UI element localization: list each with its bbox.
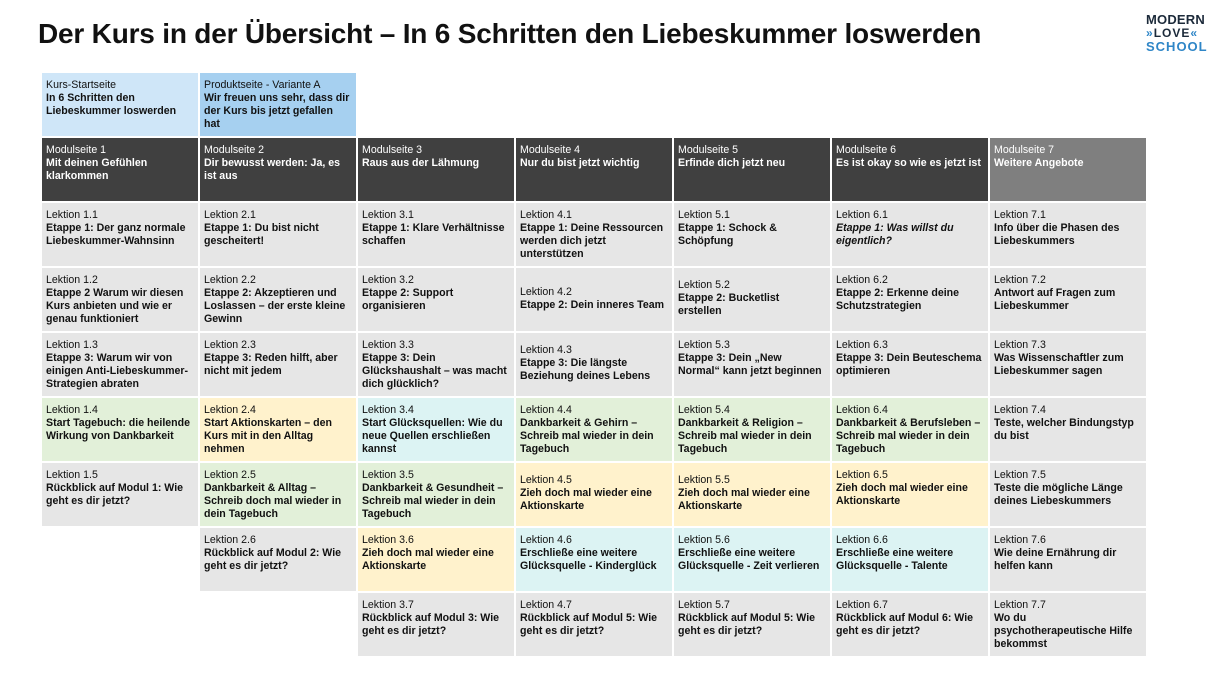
module-header-7-label: Modulseite 7 [994, 144, 1055, 156]
lesson-4-5-label: Lektion 4.5 [520, 474, 572, 486]
lesson-2-5 [200, 463, 356, 526]
lesson-2-3-label: Lektion 2.3 [204, 339, 256, 351]
lesson-3-4 [358, 398, 514, 461]
lesson-3-7 [358, 593, 514, 656]
lesson-6-6-title: Erschließe eine weitere Glücksquelle - Talente [836, 547, 954, 572]
lesson-4-1 [516, 203, 672, 266]
lesson-6-2-label: Lektion 6.2 [836, 274, 888, 286]
produktseite-cell [200, 73, 356, 136]
lesson-5-1-title: Etappe 1: Schock & Schöpfung [678, 222, 777, 247]
lesson-2-6-title: Rückblick auf Modul 2: Wie geht es dir jetzt? [204, 547, 342, 572]
lesson-1-1-title: Etappe 1: Der ganz normale Liebeskummer-Wahnsinn [46, 222, 186, 247]
lesson-5-4-label: Lektion 5.4 [678, 404, 730, 416]
lesson-3-2 [358, 268, 514, 331]
lesson-5-1 [674, 203, 830, 266]
lesson-4-2-label: Lektion 4.2 [520, 285, 572, 298]
lesson-6-6-label: Lektion 6.6 [836, 534, 888, 546]
lesson-3-4-label: Lektion 3.4 [362, 404, 414, 416]
lesson-5-6-label: Lektion 5.6 [678, 534, 730, 546]
lesson-7-4 [990, 398, 1146, 461]
lesson-6-7-title: Rückblick auf Modul 6: Wie geht es dir jetzt? [836, 612, 974, 637]
lesson-6-3 [832, 333, 988, 396]
module-header-6 [832, 138, 988, 201]
lesson-2-1 [200, 203, 356, 266]
page-title: Der Kurs in der Übersicht – In 6 Schritten den Liebeskummer loswerden [38, 18, 982, 49]
lesson-3-7-label: Lektion 3.7 [362, 599, 414, 611]
modern-love-school-logo: MODERN »LOVE« SCHOOL [1146, 12, 1208, 54]
module-header-3 [358, 138, 514, 201]
lesson-7-7 [990, 593, 1146, 656]
lesson-1-4 [42, 398, 198, 461]
lesson-5-2-title: Etappe 2: Bucketlist erstellen [678, 292, 780, 317]
lesson-1-3-title: Etappe 3: Warum wir von einigen Anti-Liebeskummer-Strategien abraten [46, 352, 189, 390]
lesson-2-2-title: Etappe 2: Akzeptieren und Loslassen – der erste kleine Gewinn [204, 287, 346, 325]
lesson-6-4-label: Lektion 6.4 [836, 404, 888, 416]
module-header-7-title: Weitere Angebote [994, 157, 1084, 169]
module-header-3-title: Raus aus der Lähmung [362, 157, 480, 169]
lesson-4-4-label: Lektion 4.4 [520, 404, 572, 416]
lesson-7-3-title: Was Wissenschaftler zum Liebeskummer sagen [994, 352, 1124, 377]
module-header-7 [990, 138, 1146, 201]
lesson-6-3-label: Lektion 6.3 [836, 339, 888, 351]
lesson-2-5-label: Lektion 2.5 [204, 469, 256, 481]
lesson-3-3-label: Lektion 3.3 [362, 339, 414, 351]
lesson-5-5-title: Zieh doch mal wieder eine Aktionskarte [678, 487, 810, 512]
lesson-3-1-title: Etappe 1: Klare Verhältnisse schaffen [362, 222, 505, 247]
lesson-1-5-label: Lektion 1.5 [46, 469, 98, 481]
lesson-1-2-title: Etappe 2 Warum wir diesen Kurs anbieten und wie er genau funktioniert [46, 287, 184, 325]
lesson-2-3-title: Etappe 3: Reden hilft, aber nicht mit jedem [204, 352, 338, 377]
lesson-6-3-title: Etappe 3: Dein Beuteschema optimieren [836, 352, 982, 377]
lesson-4-6-label: Lektion 4.6 [520, 534, 572, 546]
lesson-3-1 [358, 203, 514, 266]
lesson-7-1-title: Info über die Phasen des Liebeskummers [994, 222, 1120, 247]
lesson-2-4-label: Lektion 2.4 [204, 404, 256, 416]
module-header-5 [674, 138, 830, 201]
lesson-1-2-label: Lektion 1.2 [46, 274, 98, 286]
lesson-4-7-label: Lektion 4.7 [520, 599, 572, 611]
lesson-6-1-label: Lektion 6.1 [836, 209, 888, 221]
lesson-6-4 [832, 398, 988, 461]
lesson-4-3 [516, 333, 672, 396]
lesson-6-1 [832, 203, 988, 266]
lesson-6-2-title: Etappe 2: Erkenne deine Schutzstrategien [836, 287, 960, 312]
lesson-1-5-title: Rückblick auf Modul 1: Wie geht es dir jetzt? [46, 482, 184, 507]
lesson-4-2 [516, 268, 672, 331]
kurs-startseite-cell-label: Kurs-Startseite [46, 79, 117, 91]
lesson-1-3-label: Lektion 1.3 [46, 339, 98, 351]
lesson-2-5-title: Dankbarkeit & Alltag – Schreib doch mal wieder in dein Tagebuch [204, 482, 342, 520]
lesson-2-2-label: Lektion 2.2 [204, 274, 256, 286]
lesson-5-2 [674, 268, 830, 331]
lesson-1-3 [42, 333, 198, 396]
module-header-4-title: Nur du bist jetzt wichtig [520, 157, 640, 169]
lesson-2-6-label: Lektion 2.6 [204, 534, 256, 546]
lesson-5-6 [674, 528, 830, 591]
lesson-1-4-title: Start Tagebuch: die heilende Wirkung von Dankbarkeit [46, 417, 191, 442]
lesson-6-7-label: Lektion 6.7 [836, 599, 888, 611]
lesson-3-2-label: Lektion 3.2 [362, 274, 414, 286]
lesson-1-4-label: Lektion 1.4 [46, 404, 98, 416]
lesson-5-5 [674, 463, 830, 526]
lesson-7-4-label: Lektion 7.4 [994, 404, 1046, 416]
lesson-5-1-label: Lektion 5.1 [678, 209, 730, 221]
lesson-4-4-title: Dankbarkeit & Gehirn – Schreib mal wieder in dein Tagebuch [520, 417, 654, 455]
lesson-4-5 [516, 463, 672, 526]
lesson-4-1-title: Etappe 1: Deine Ressourcen werden dich jetzt unterstützen [520, 222, 664, 260]
lesson-2-1-title: Etappe 1: Du bist nicht gescheitert! [204, 222, 319, 247]
lesson-5-7 [674, 593, 830, 656]
lesson-3-6-title: Zieh doch mal wieder eine Aktionskarte [362, 547, 494, 572]
lesson-5-5-label: Lektion 5.5 [678, 474, 730, 486]
lesson-5-2-label: Lektion 5.2 [678, 279, 730, 291]
lesson-5-7-label: Lektion 5.7 [678, 599, 730, 611]
produktseite-cell-title: Wir freuen uns sehr, dass dir der Kurs bis jetzt gefallen hat [204, 92, 350, 130]
lesson-1-5 [42, 463, 198, 526]
lesson-6-2 [832, 268, 988, 331]
lesson-3-5-title: Dankbarkeit & Gesundheit – Schreib mal wieder in dein Tagebuch [362, 482, 504, 520]
produktseite-cell-label: Produktseite - Variante A [204, 79, 321, 91]
lesson-5-4-title: Dankbarkeit & Religion – Schreib mal wieder in dein Tagebuch [678, 417, 812, 455]
lesson-1-1-label: Lektion 1.1 [46, 209, 98, 221]
lesson-3-3-title: Etappe 3: Dein Glückshaushalt – was macht dich glücklich? [362, 352, 507, 390]
lesson-7-6-label: Lektion 7.6 [994, 534, 1046, 546]
module-header-1-label: Modulseite 1 [46, 144, 107, 156]
lesson-7-7-label: Lektion 7.7 [994, 599, 1046, 611]
lesson-7-1 [990, 203, 1146, 266]
lesson-4-7 [516, 593, 672, 656]
lesson-2-2 [200, 268, 356, 331]
lesson-5-3-title: Etappe 3: Dein „New Normal“ kann jetzt beginnen [678, 352, 822, 377]
lesson-5-3 [674, 333, 830, 396]
lesson-3-4-title: Start Glücksquellen: Wie du neue Quellen erschließen kannst [362, 417, 503, 455]
lesson-2-1-label: Lektion 2.1 [204, 209, 256, 221]
lesson-3-6 [358, 528, 514, 591]
lesson-3-7-title: Rückblick auf Modul 3: Wie geht es dir jetzt? [362, 612, 500, 637]
module-header-4 [516, 138, 672, 201]
lesson-6-5-title: Zieh doch mal wieder eine Aktionskarte [836, 482, 968, 507]
lesson-6-5-label: Lektion 6.5 [836, 469, 888, 481]
lesson-4-3-label: Lektion 4.3 [520, 344, 572, 356]
lesson-2-3 [200, 333, 356, 396]
lesson-1-2 [42, 268, 198, 331]
lesson-4-6-title: Erschließe eine weitere Glücksquelle - Kinderglück [520, 547, 657, 572]
lesson-7-1-label: Lektion 7.1 [994, 209, 1046, 221]
lesson-4-6 [516, 528, 672, 591]
lesson-6-5 [832, 463, 988, 526]
module-header-2-label: Modulseite 2 [204, 144, 265, 156]
module-header-1 [42, 138, 198, 201]
lesson-3-3 [358, 333, 514, 396]
lesson-3-5-label: Lektion 3.5 [362, 469, 414, 481]
module-header-2 [200, 138, 356, 201]
module-header-5-title: Erfinde dich jetzt neu [678, 157, 786, 169]
lesson-7-5 [990, 463, 1146, 526]
kurs-startseite-cell [42, 73, 198, 136]
lesson-7-6-title: Wie deine Ernährung dir helfen kann [994, 547, 1117, 572]
lesson-5-4 [674, 398, 830, 461]
lesson-7-6 [990, 528, 1146, 591]
lesson-5-3-label: Lektion 5.3 [678, 339, 730, 351]
lesson-4-5-title: Zieh doch mal wieder eine Aktionskarte [520, 487, 652, 512]
module-header-5-label: Modulseite 5 [678, 144, 739, 156]
lesson-5-7-title: Rückblick auf Modul 5: Wie geht es dir jetzt? [678, 612, 816, 637]
lesson-7-5-label: Lektion 7.5 [994, 469, 1046, 481]
module-header-6-title: Es ist okay so wie es jetzt ist [836, 157, 981, 169]
lesson-2-6 [200, 528, 356, 591]
lesson-7-7-title: Wo du psychotherapeutische Hilfe bekommst [994, 612, 1133, 650]
module-header-6-label: Modulseite 6 [836, 144, 897, 156]
lesson-2-4 [200, 398, 356, 461]
lesson-7-2-label: Lektion 7.2 [994, 274, 1046, 286]
lesson-7-4-title: Teste, welcher Bindungstyp du bist [994, 417, 1134, 442]
lesson-3-6-label: Lektion 3.6 [362, 534, 414, 546]
lesson-6-6 [832, 528, 988, 591]
lesson-2-4-title: Start Aktionskarten – den Kurs mit in den Alltag nehmen [204, 417, 332, 455]
lesson-1-1 [42, 203, 198, 266]
lesson-3-2-title: Etappe 2: Support organisieren [362, 287, 454, 312]
lesson-7-2 [990, 268, 1146, 331]
module-header-3-label: Modulseite 3 [362, 144, 423, 156]
lesson-4-3-title: Etappe 3: Die längste Beziehung deines Lebens [520, 357, 651, 382]
lesson-5-6-title: Erschließe eine weitere Glücksquelle - Zeit verlieren [678, 547, 820, 572]
lesson-6-1-title: Etappe 1: Was willst du eigentlich? [836, 222, 954, 247]
lesson-6-7 [832, 593, 988, 656]
lesson-7-5-title: Teste die mögliche Länge deines Liebeskummers [994, 482, 1123, 507]
module-header-2-title: Dir bewusst werden: Ja, es ist aus [204, 157, 341, 182]
lesson-4-7-title: Rückblick auf Modul 5: Wie geht es dir jetzt? [520, 612, 658, 637]
lesson-6-4-title: Dankbarkeit & Berufsleben – Schreib mal wieder in dein Tagebuch [836, 417, 981, 455]
lesson-4-4 [516, 398, 672, 461]
lesson-7-3-label: Lektion 7.3 [994, 339, 1046, 351]
lesson-7-2-title: Antwort auf Fragen zum Liebeskummer [994, 287, 1116, 312]
lesson-4-1-label: Lektion 4.1 [520, 209, 572, 221]
lesson-3-1-label: Lektion 3.1 [362, 209, 414, 221]
module-header-4-label: Modulseite 4 [520, 144, 581, 156]
kurs-startseite-cell-title: In 6 Schritten den Liebeskummer loswerden [46, 92, 177, 117]
lesson-7-3 [990, 333, 1146, 396]
lesson-3-5 [358, 463, 514, 526]
lesson-4-2-title: Etappe 2: Dein inneres Team [520, 298, 665, 311]
module-header-1-title: Mit deinen Gefühlen klarkommen [46, 157, 148, 182]
